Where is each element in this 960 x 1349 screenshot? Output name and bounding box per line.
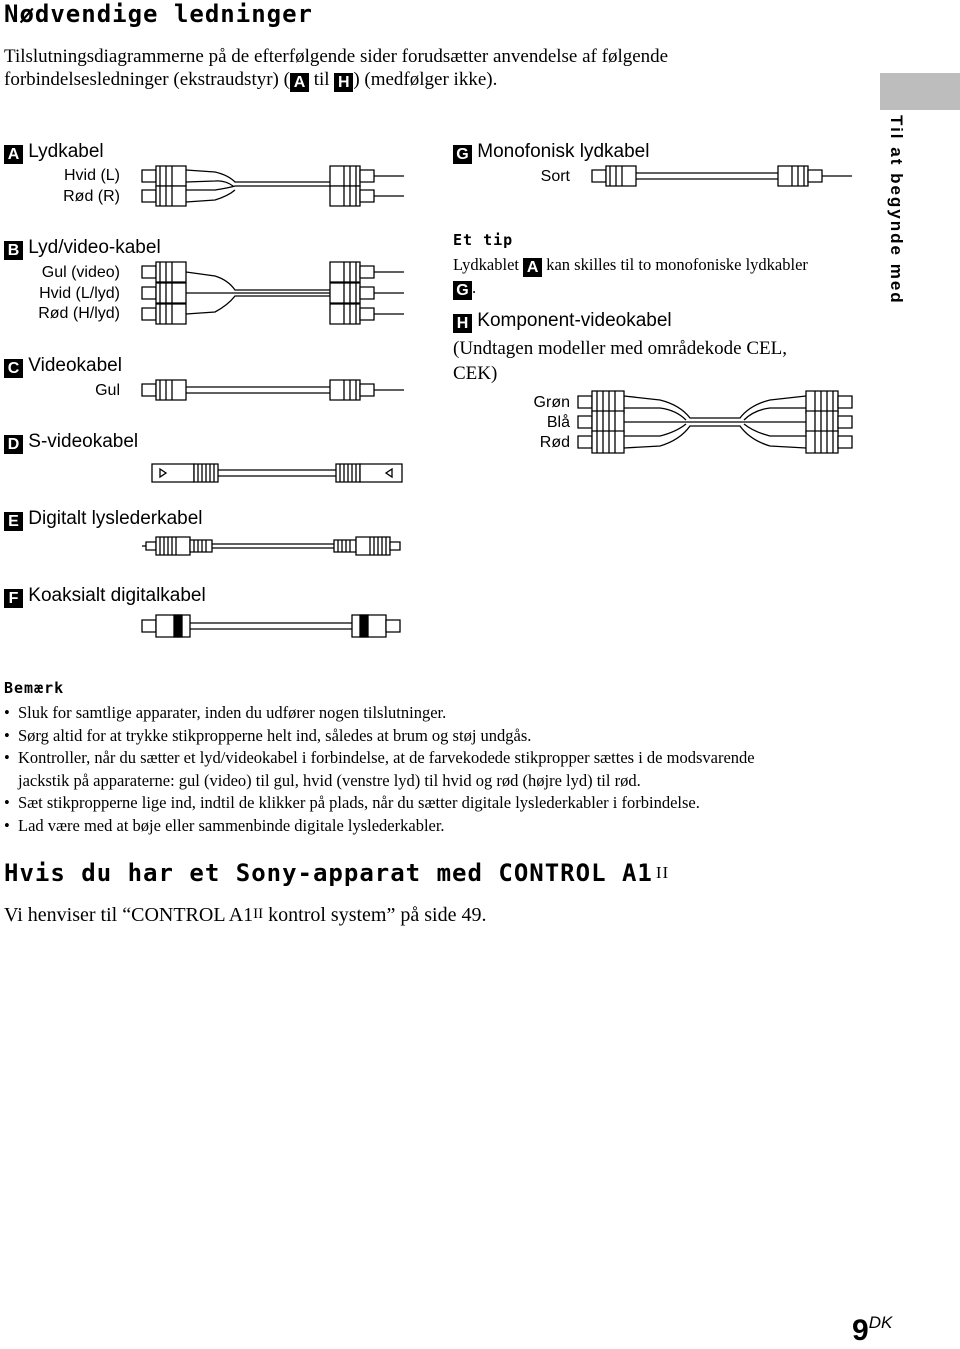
key-badge-g: G	[453, 281, 472, 300]
note-item: • Sørg altid for at trykke stikpropperne helt ind, således at brum og støj undgås.	[4, 725, 904, 748]
cable-h-note-line-1: (Undtagen modeller med områdekode CEL,	[453, 338, 787, 359]
note-heading: Bemærk	[4, 679, 65, 697]
cable-b-name: Lyd/video-kabel	[28, 237, 161, 258]
tip-text-mid: kan skilles til to monofoniske lydkabler	[542, 255, 808, 274]
control-heading-mark: II	[655, 863, 670, 882]
control-text-pre: Vi henviser til “CONTROL A1	[4, 904, 254, 926]
key-badge-h: H	[334, 73, 353, 92]
plug-label-gron: Grøn	[533, 394, 570, 411]
key-badge-a: A	[4, 145, 23, 164]
cable-f-name: Koaksialt digitalkabel	[28, 585, 206, 606]
control-heading-text: Hvis du har et Sony-apparat med CONTROL A1	[4, 859, 653, 887]
page-number-value: 9	[852, 1314, 869, 1347]
note-item: • Kontroller, når du sætter et lyd/videokabel i forbindelse, at de farvekodede stikpropper sættes i de modsvarende	[4, 747, 904, 770]
plug-label-sort: Sort	[540, 168, 570, 185]
key-badge-a: A	[290, 73, 309, 92]
tip-text-pre: Lydkablet	[453, 255, 524, 274]
plug-label-gul: Gul	[95, 382, 120, 399]
control-text	[4, 904, 486, 927]
control-text-post: kontrol system” på side 49.	[263, 904, 487, 926]
key-badge-g: G	[453, 145, 472, 164]
note-list	[4, 702, 904, 837]
plug-label-hvid-l-lyd: Hvid (L/lyd)	[39, 285, 120, 302]
page-number	[852, 1313, 892, 1348]
key-badge-h: H	[453, 314, 472, 333]
tip-text-post: .	[472, 278, 477, 297]
key-badge-d: D	[4, 435, 23, 454]
intro-line-2-mid: til	[308, 69, 335, 90]
note-item: • Sluk for samtlige apparater, inden du udfører nogen tilslutninger.	[4, 702, 904, 725]
plug-label-rod-h-lyd: Rød (H/lyd)	[38, 305, 120, 322]
cable-g-name: Monofonisk lydkabel	[477, 141, 650, 162]
cable-d-name: S-videokabel	[28, 431, 139, 452]
key-badge-c: C	[4, 359, 23, 378]
cable-h-name: Komponent-videokabel	[477, 310, 672, 331]
tip-heading: Et tip	[453, 231, 514, 249]
cable-c-name: Videokabel	[28, 355, 122, 376]
plug-label-rod: Rød	[539, 434, 570, 451]
plug-label-rod-r: Rød (R)	[63, 188, 120, 205]
cable-e-name: Digitalt lyslederkabel	[28, 508, 203, 529]
cable-h-note-line-2: CEK)	[453, 363, 498, 384]
control-heading	[4, 859, 669, 887]
key-badge-e: E	[4, 512, 23, 531]
key-badge-f: F	[4, 589, 23, 608]
plug-label-bla: Blå	[546, 414, 570, 431]
cable-a-name: Lydkabel	[28, 141, 104, 162]
page-title: Nødvendige ledninger	[4, 0, 313, 28]
side-tab-label: Til at begynde med	[887, 115, 906, 305]
plug-label-gul-video: Gul (video)	[41, 264, 120, 281]
plug-label-hvid-l: Hvid (L)	[63, 167, 120, 184]
intro-line-1: Tilslutningsdiagrammerne på de efterfølgende sider forudsætter anvendelse af følgende	[4, 46, 669, 67]
intro-line-2-post: ) (medfølger ikke).	[353, 69, 498, 90]
note-item: • Sæt stikpropperne lige ind, indtil de klikker på plads, når du sætter digitale lyslederkabler i forbindelse.	[4, 792, 904, 815]
key-badge-b: B	[4, 241, 23, 260]
note-item-continuation: jackstik på apparaterne: gul (video) til gul, hvid (venstre lyd) til hvid og rød (højre lyd) til rød.	[18, 770, 641, 790]
control-text-mark: II	[253, 906, 264, 922]
note-item: • Lad være med at bøje eller sammenbinde digitale lyslederkabler.	[4, 815, 904, 838]
intro-line-2-pre: forbindelsesledninger (ekstraudstyr) (	[4, 69, 290, 90]
page-number-suffix: DK	[868, 1313, 893, 1332]
key-badge-a: A	[523, 258, 542, 277]
